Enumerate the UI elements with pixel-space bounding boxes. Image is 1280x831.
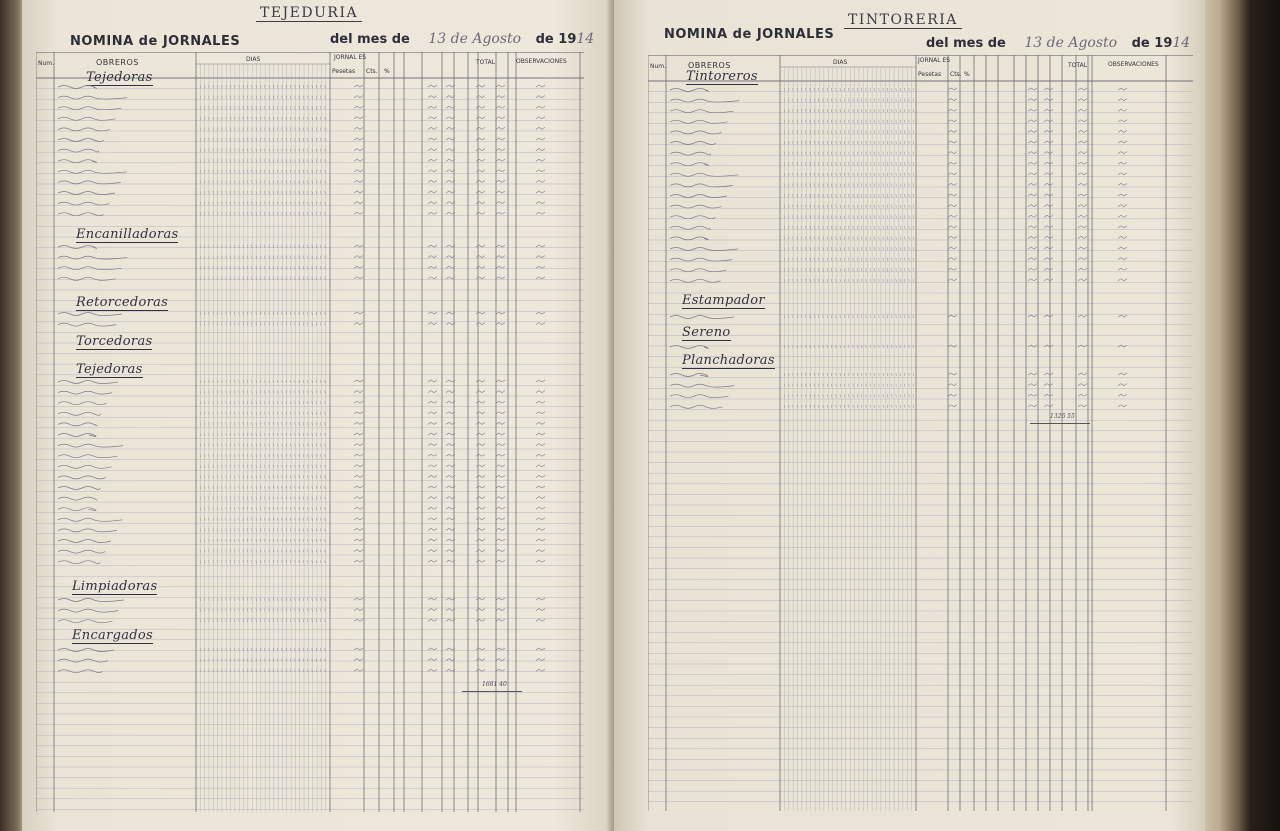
column-header-dias: DIAS: [246, 56, 261, 63]
column-header-obreros: OBREROS: [688, 61, 731, 70]
handwritten-entries: [36, 52, 596, 812]
year-prefix: de 19: [535, 32, 577, 47]
grand-total: 1326 55: [1050, 413, 1075, 420]
nomina-heading: NOMINA de JORNALES: [70, 34, 241, 49]
total-underline: [1030, 423, 1090, 424]
category-heading: Planchadoras: [682, 353, 775, 368]
category-heading: Torcedoras: [76, 334, 153, 349]
column-header-pct: %: [384, 68, 390, 75]
category-heading: Encanilladoras: [76, 227, 179, 242]
payroll-grid-right: [648, 55, 1193, 811]
handwritten-year: 14: [1172, 35, 1191, 51]
del-mes-label: [330, 31, 594, 47]
book-edge-right: [1205, 0, 1280, 831]
payroll-grid-left: [36, 52, 584, 812]
handwritten-entries: [648, 55, 1206, 815]
del-mes-label: [926, 35, 1190, 51]
column-header-jornal: JORNAL ES: [334, 54, 367, 61]
column-header-total: TOTAL: [476, 59, 496, 66]
column-header-num: Num.: [650, 63, 667, 70]
section-title-tintoreria: TINTORERIA: [844, 12, 962, 29]
column-header-cts: Cts.: [366, 68, 378, 75]
category-heading: Tintoreros: [686, 69, 758, 84]
column-header-pesetas: Pesetas: [332, 68, 356, 75]
grand-total: 1681 40: [482, 681, 507, 688]
total-underline: [462, 691, 522, 692]
section-title-tejeduria: TEJEDURIA: [256, 5, 362, 22]
del-mes-text: del mes de: [926, 36, 1006, 51]
handwritten-date: 13 de Agosto: [1024, 35, 1118, 51]
column-header-total: TOTAL: [1068, 62, 1088, 69]
column-header-pct: %: [964, 71, 970, 78]
category-heading: Limpiadoras: [72, 579, 158, 594]
handwritten-date: 13 de Agosto: [428, 31, 522, 47]
category-heading: Estampador: [682, 293, 765, 308]
nomina-heading: NOMINA de JORNALES: [664, 27, 835, 42]
column-header-jornal: JORNAL ES: [918, 57, 951, 64]
category-heading: Sereno: [682, 325, 731, 340]
year-prefix: de 19: [1131, 36, 1173, 51]
column-header-cts: Cts.: [950, 71, 962, 78]
category-heading: Retorcedoras: [76, 295, 169, 310]
column-header-observaciones: OBSERVACIONES: [516, 58, 567, 65]
column-header-num: Num.: [38, 60, 55, 67]
right-page: [614, 0, 1206, 831]
category-heading: Tejedoras: [76, 362, 143, 377]
category-heading: Encargados: [72, 628, 153, 643]
category-heading: Tejedoras: [86, 70, 153, 85]
handwritten-year: 14: [576, 31, 595, 47]
left-page: [22, 0, 614, 831]
column-header-pesetas: Pesetas: [918, 71, 942, 78]
del-mes-text: del mes de: [330, 32, 410, 47]
column-header-dias: DIAS: [833, 59, 848, 66]
column-header-obreros: OBREROS: [96, 58, 139, 67]
column-header-observaciones: OBSERVACIONES: [1108, 61, 1159, 68]
